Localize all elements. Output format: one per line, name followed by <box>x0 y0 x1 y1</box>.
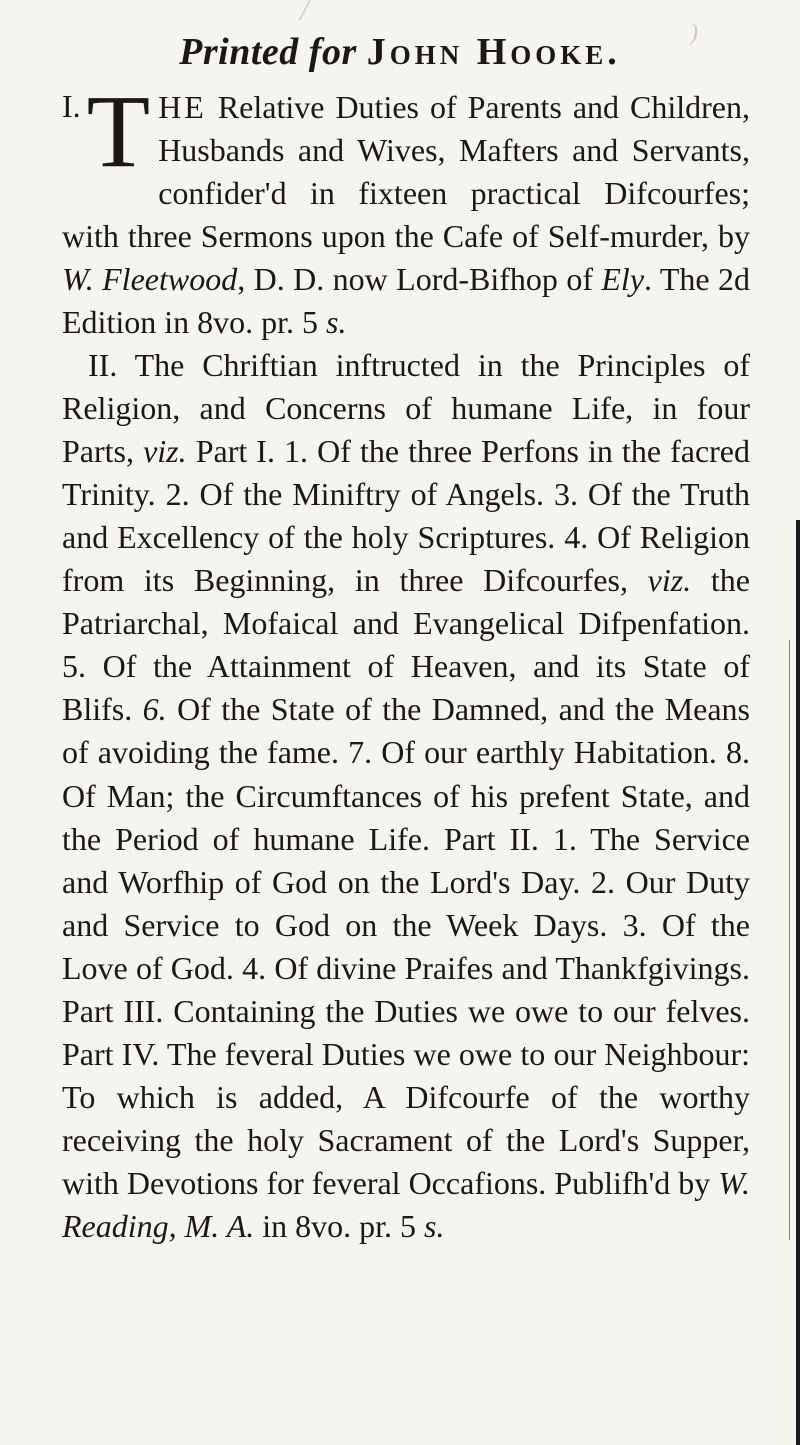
text-segment: Part I. 1. Of the three Perfons in the facred Trinity. 2. Of the Miniftry of Angels. 3. Of the Truth and Excellency of the holy Scriptures. 4. Of Religion from its Beginning, in three Difcourfes, <box>62 433 751 599</box>
text-segment: , D. D. now Lord-Bifhop of <box>237 261 602 298</box>
italic-text-segment: viz. <box>647 562 692 599</box>
text-segment: Relative Duties of Parents and Children, Husbands and Wives, Mafters and Servants, confider'd in fixteen practical Difcourfes; with three Sermons upon the Cafe of Self-murder, by <box>62 89 750 255</box>
entry-2 <box>62 344 750 1248</box>
header-publisher-name: John Hooke. <box>366 31 621 73</box>
text-segment: in 8vo. pr. 5 <box>254 1207 425 1244</box>
italic-text-segment: 6. <box>142 691 167 728</box>
page-header <box>0 30 800 74</box>
italic-text-segment: W. Reading, M. A. <box>62 1164 750 1244</box>
text-segment: . The 2d Edition in 8vo. pr. 5 <box>62 261 750 341</box>
italic-text-segment: W. Fleetwood <box>62 261 238 298</box>
entry-1-text <box>62 74 750 341</box>
entry-1-opening <box>62 74 151 189</box>
italic-text-segment: s. <box>326 304 347 341</box>
text-segment: Of the State of the Damned, and the Means of avoiding the fame. 7. Of our earthly Habitation. 8. Of Man; the Circumftances of his prefent State, and the Period of humane Life. Part II. 1. The Service and Worfhip of God on the Lord's Day. 2. Our Duty and Service to God on the Week Days. 3. Of the Love of God. 4. Of divine Praifes and Thankfgivings. Part III. Containing the Duties we owe to our felves. Part IV. The feveral Duties we owe to our Neighbour: To which is added, A Difcourfe of the worthy receiving the holy Sacrament of the Lord's Supper, with Devotions for feveral Occafions. Publifh'd by <box>62 691 751 1201</box>
header-printed-for: Printed for <box>179 31 357 73</box>
entry-1 <box>62 74 750 344</box>
entry-2-text <box>62 347 750 1244</box>
italic-text-segment: viz. <box>143 433 187 470</box>
entry-2-number: II. <box>88 347 118 384</box>
entry-1-first-word-rest: HE <box>158 89 207 125</box>
page-edge-line <box>789 640 790 1240</box>
italic-text-segment: Ely <box>601 261 645 298</box>
drop-cap-letter: T <box>86 74 151 189</box>
advertisement-body <box>62 74 751 1248</box>
text-segment: the Patriarchal, Mofaical and Evangelical Difpenfation. 5. Of the Attainment of Heaven, and its State of Blifs. <box>62 562 750 728</box>
page-edge-shadow <box>796 520 800 1445</box>
text-segment: The Chriftian inftructed in the Principles of Religion, and Concerns of humane Life, in four Parts, <box>62 347 751 470</box>
entry-1-number: I. <box>62 88 81 124</box>
show-through-ink: ) <box>690 20 698 46</box>
italic-text-segment: s. <box>424 1207 445 1244</box>
show-through-ink: / <box>300 0 309 27</box>
